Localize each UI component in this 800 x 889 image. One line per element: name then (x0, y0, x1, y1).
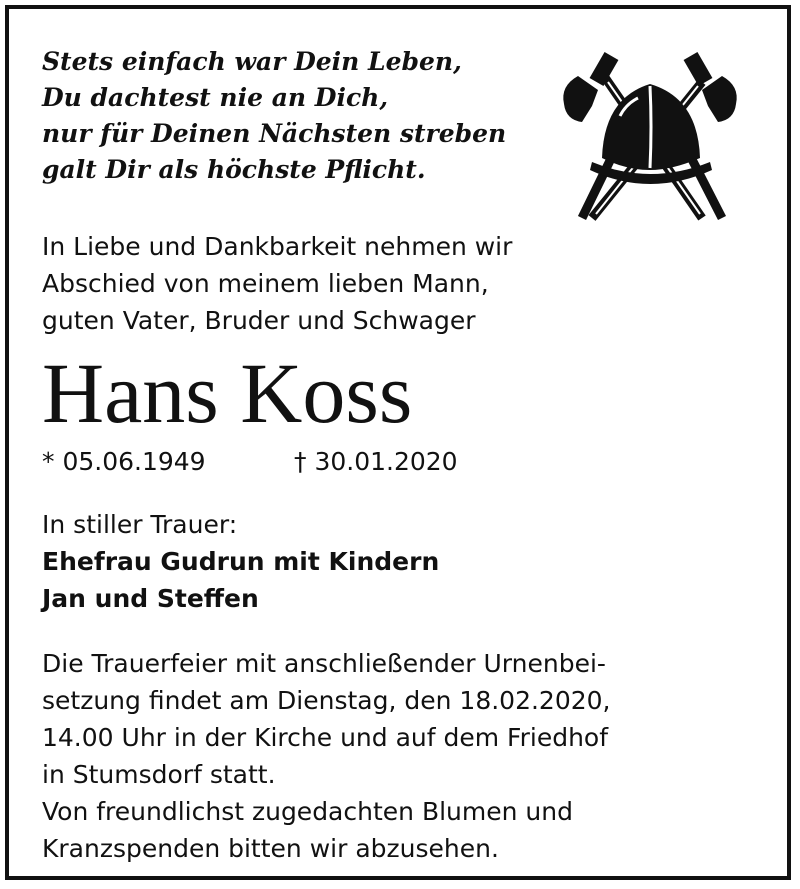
poem-line: nur für Deinen Nächsten streben (42, 119, 507, 148)
info-line: Kranzspenden bitten wir abzusehen. (42, 834, 499, 863)
death-date: † 30.01.2020 (294, 447, 458, 476)
info-line: Die Trauerfeier mit anschließender Urnenbei- (42, 649, 606, 678)
deceased-name: Hans Koss (42, 345, 413, 441)
intro-line: guten Vater, Bruder und Schwager (42, 306, 476, 335)
mourners-line: Ehefrau Gudrun mit Kindern (42, 547, 440, 576)
intro-line: Abschied von meinem lieben Mann, (42, 269, 489, 298)
life-dates (42, 443, 458, 480)
farewell-intro (42, 228, 512, 339)
birth-date: * 05.06.1949 (42, 447, 206, 476)
intro-line: In Liebe und Dankbarkeit nehmen wir (42, 232, 513, 261)
poem-line: Du dachtest nie an Dich, (42, 83, 389, 112)
firefighter-helmet-axes-icon (552, 46, 748, 226)
poem-line: Stets einfach war Dein Leben, (42, 47, 462, 76)
poem-line: galt Dir als höchste Pflicht. (42, 155, 426, 184)
mourners-block (42, 506, 439, 617)
memorial-poem (42, 44, 506, 188)
info-line: 14.00 Uhr in der Kirche und auf dem Friedhof (42, 723, 609, 752)
mourners-line: Jan und Steffen (42, 584, 259, 613)
mourners-heading: In stiller Trauer: (42, 510, 238, 539)
info-line: Von freundlichst zugedachten Blumen und (42, 797, 573, 826)
info-line: in Stumsdorf statt. (42, 760, 276, 789)
funeral-info (42, 645, 611, 867)
info-line: setzung findet am Dienstag, den 18.02.2020, (42, 686, 611, 715)
